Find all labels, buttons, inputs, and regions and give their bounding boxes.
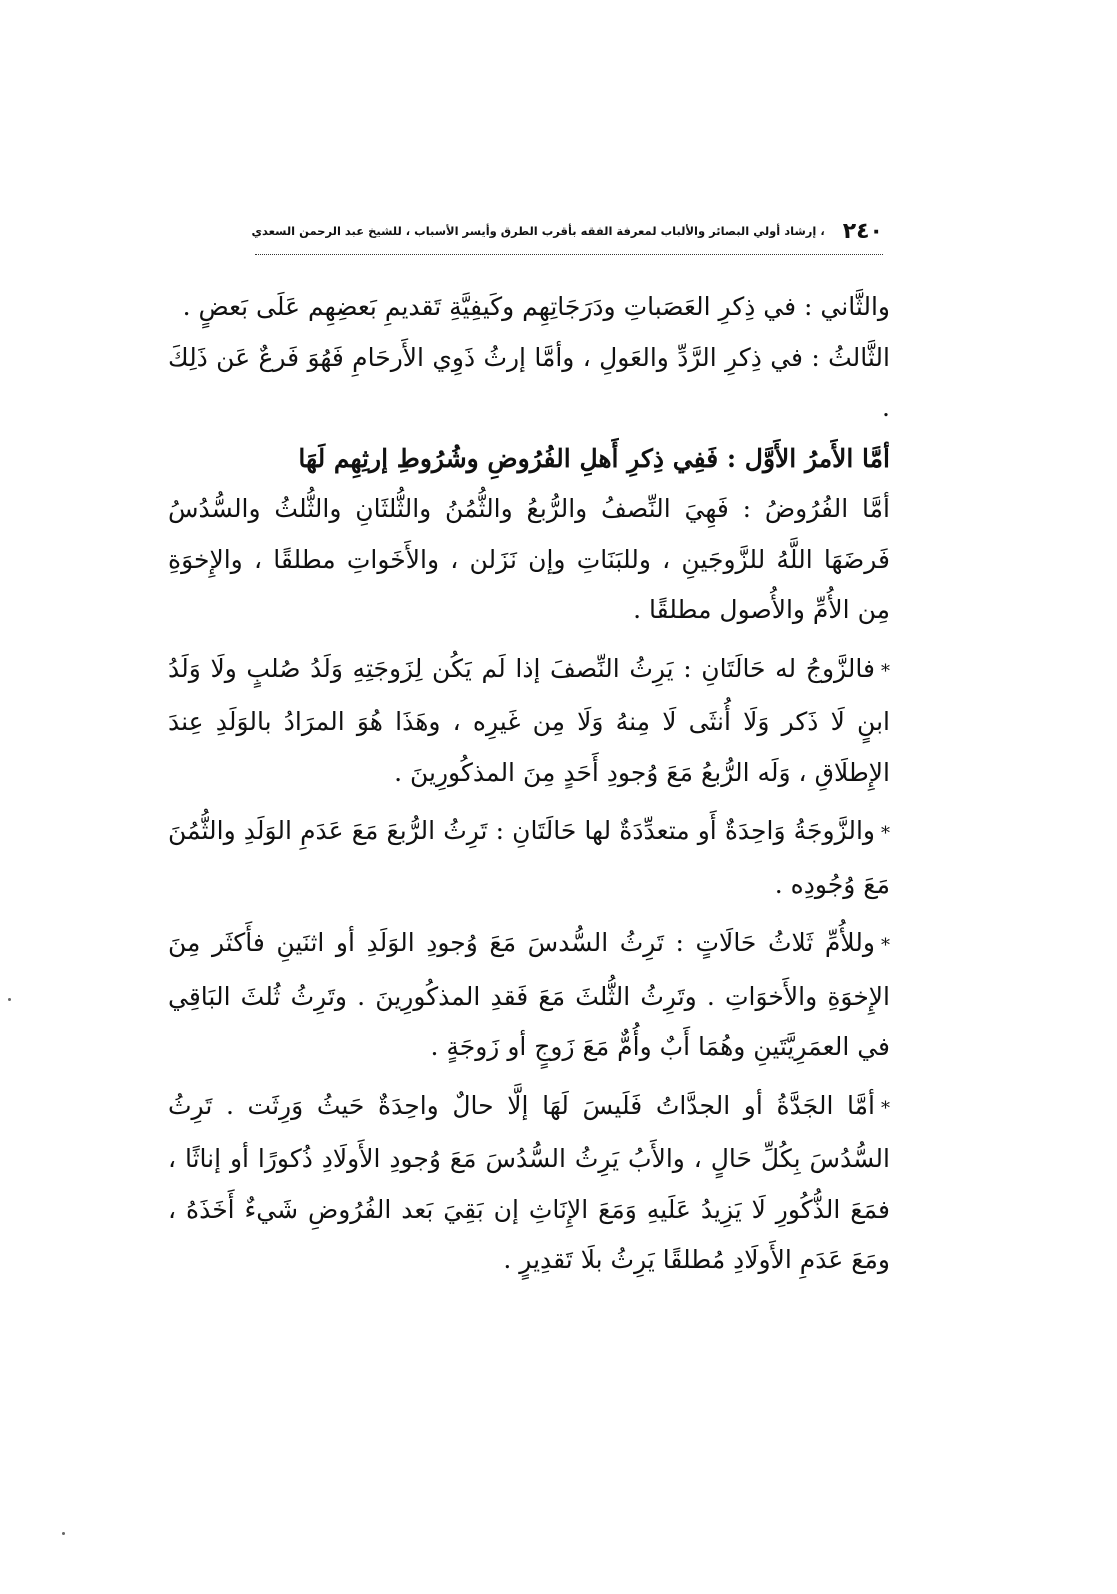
paragraph-shares: أمَّا الفُرُوضُ : فَهِيَ النِّصفُ والرُّبعُ والثُّمُنُ والثُّلثَانِ والثُّلثُ والسُّدُسُ فَرضَهَا اللَّهُ للزَّوجَينِ ، وللبَنَاتِ وإن نَزَلن ، والأَخَواتِ مطلقًا ، والإِخوَةِ مِن الأُمِّ والأُصول مطلقًا . — [168, 494, 890, 624]
bullet-star-icon: * — [881, 823, 890, 844]
bullet-star-icon: * — [881, 660, 890, 682]
paragraph-second: والثَّاني : في ذِكرِ العَصَباتِ ودَرَجَاتِهِم وكَيفِيَّةِ تَقديمِ بَعضِهِم عَلَى بَعضٍ . — [182, 292, 890, 321]
bullet-star-icon: * — [881, 1097, 890, 1119]
scan-speck — [8, 998, 11, 1001]
paragraph-mother — [168, 918, 890, 1073]
paragraph-wife — [168, 806, 890, 910]
running-header — [251, 216, 883, 246]
paragraph-wife-text: والزَّوجَةُ وَاحِدَةٌ أَو متعدِّدَةٌ لها حَالَتَانِ : تَرِثُ الرُّبعَ مَعَ عَدَمِ الوَلَدِ والثُّمُنَ مَعَ وُجُودِه . — [168, 816, 890, 899]
header-divider — [255, 254, 883, 255]
paragraph-grandmother-text: أمَّا الجَدَّةُ أو الجدَّاتُ فَلَيسَ لَهَا إلَّا حالٌ واحِدَةٌ حَيثُ وَرِثَت . تَرِثُ السُّدُسَ بِكُلِّ حَالٍ ، والأَبُ يَرِثُ السُّدُسَ مَعَ وُجودِ الأَولَادِ ذُكورًا أو إناثًا ، فمَعَ الذُّكُورِ لَا يَزِيدُ عَلَيهِ وَمَعَ الإِنَاثِ إن بَقِيَ بَعد الفُرُوضِ شَيءٌ أَخَذَهُ ، ومَعَ عَدَمِ الأَولَادِ مُطلقًا يَرِثُ بلَا تَقدِيرٍ . — [168, 1090, 890, 1274]
paragraph-husband — [168, 644, 890, 799]
body-text — [168, 282, 890, 1286]
paragraph-mother-text: وللأُمِّ ثَلاثُ حَالَاتٍ : تَرِثُ السُّدسَ مَعَ وُجودِ الوَلَدِ أو اثنَينِ فأَكثَر مِنَ الإِخوَةِ والأَخوَاتِ . وتَرِثُ الثُّلثَ مَعَ فَقدِ المذكُورِينَ . وتَرِثُ ثُلثَ البَاقِي في العمَرِيَّتَينِ وهُمَا أَبٌ وأُمٌّ مَعَ زَوجٍ أو زَوجَةٍ . — [168, 928, 890, 1061]
running-header-title: ، إرشاد أولي البصائر والألباب لمعرفة الفقه بأقرب الطرق وأيسر الأسباب ، للشيخ عبد الرحمن السعدي — [251, 224, 825, 238]
page-number: ٢٤٠ — [842, 218, 883, 244]
section-heading-first-matter: أمَّا الأَمرُ الأَوَّل : فَفِي ذِكرِ أَهلِ الفُرُوضِ وشُرُوطِ إرثِهِم لَهَا — [298, 443, 890, 473]
paragraph-third: الثَّالثُ : في ذِكرِ الرَّدِّ والعَولِ ، وأمَّا إرثُ ذَوِي الأَرحَامِ فَهُوَ فَرعٌ عَن ذَلِكَ . — [168, 342, 890, 422]
paragraph-husband-text: فالزَّوجُ له حَالَتَانِ : يَرِثُ النِّصفَ إذا لَم يَكُن لِزَوجَتِهِ وَلَدُ صُلبٍ ولَا وَلَدُ ابنٍ لَا ذَكر وَلَا أُنثَى لَا مِنهُ وَلَا مِن غَيرِه ، وهَذَا هُوَ المرَادُ بالوَلَدِ عِندَ الإِطلَاقِ ، وَلَه الرُّبعُ مَعَ وُجودِ أَحَدٍ مِنَ المذكُورِينَ . — [168, 653, 890, 787]
paragraph-grandmother — [168, 1081, 890, 1286]
bullet-star-icon: * — [881, 935, 890, 956]
scan-speck — [62, 1532, 65, 1535]
